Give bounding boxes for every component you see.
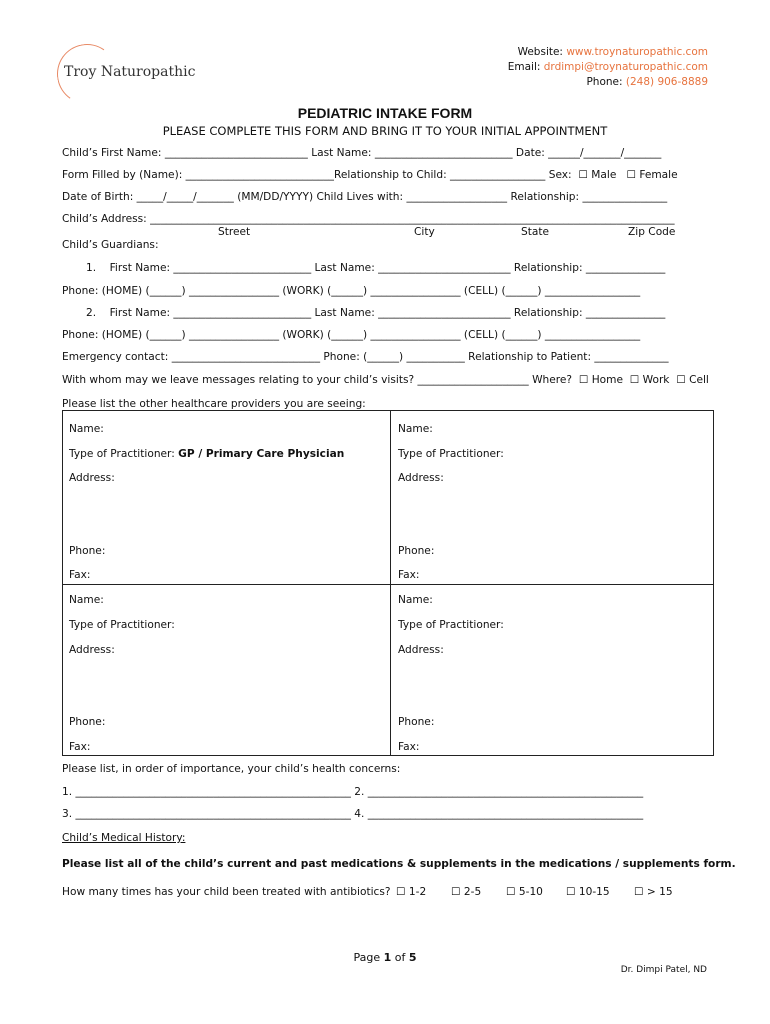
msg-home-checkbox[interactable]: ☐ [578, 374, 589, 386]
zip-label: Zip Code [628, 226, 676, 238]
antibiotics-option-5[interactable] [634, 886, 673, 898]
option-label: 2-5 [463, 886, 482, 898]
provider1-phone-label[interactable]: Phone: [69, 545, 106, 557]
option-label: 1-2 [408, 886, 427, 898]
provider4-fax-label[interactable]: Fax: [398, 741, 420, 753]
email-line [508, 61, 708, 73]
checkbox-icon[interactable]: ☐ [506, 886, 516, 898]
page-prefix: Page [353, 951, 384, 964]
antibiotics-option-2[interactable] [451, 886, 481, 898]
guardian2-name-line[interactable]: 2. First Name: __________________________ Last Name: _________________________ Relationship: _______________ [86, 307, 666, 319]
provider3-name-label[interactable]: Name: [69, 594, 104, 606]
phone-label: Phone: [586, 76, 626, 88]
logo: Troy Naturopathic [64, 64, 196, 80]
checkbox-icon[interactable]: ☐ [396, 886, 406, 898]
provider1-type-label: Type of Practitioner: [69, 448, 175, 460]
medications-instruction: Please list all of the child’s current and past medications & supplements in the medications / supplements form. [62, 858, 736, 870]
provider4-phone-label[interactable]: Phone: [398, 716, 435, 728]
provider2-name-label[interactable]: Name: [398, 423, 433, 435]
phone-line [586, 76, 708, 88]
provider4-type-label[interactable]: Type of Practitioner: [398, 619, 504, 631]
email-label: Email: [507, 61, 544, 73]
provider-table-1-divider [390, 410, 391, 585]
concerns-line-2[interactable]: 3. ____________________________________________________ 4. ____________________________________________________ [62, 808, 644, 820]
provider3-type-label[interactable]: Type of Practitioner: [69, 619, 175, 631]
guardian1-phone-line[interactable]: Phone: (HOME) (______) _________________ (WORK) (______) _________________ (CELL) (______) __________________ [62, 285, 641, 297]
antibiotics-option-1[interactable] [396, 886, 426, 898]
page-subtitle: PLEASE COMPLETE THIS FORM AND BRING IT TO YOUR INITIAL APPOINTMENT [162, 124, 608, 138]
page-number [0, 951, 770, 964]
state-label: State [521, 226, 550, 238]
provider3-phone-label[interactable]: Phone: [69, 716, 106, 728]
sex-male-label: Male [591, 169, 617, 181]
phone-value: (248) 906-8889 [625, 76, 708, 88]
doctor-signature: Dr. Dimpi Patel, ND [620, 965, 707, 975]
concerns-line-1[interactable]: 1. ____________________________________________________ 2. ____________________________________________________ [62, 786, 644, 798]
antibiotics-option-4[interactable] [566, 886, 610, 898]
website-line [518, 46, 708, 58]
provider4-address-label[interactable]: Address: [398, 644, 444, 656]
guardian1-name-line[interactable]: 1. First Name: __________________________ Last Name: _________________________ Relationship: _______________ [86, 262, 666, 274]
filled-by-field[interactable]: Form Filled by (Name): ____________________________Relationship to Child: __________________ Sex: [62, 169, 572, 181]
page-current: 1 [383, 951, 392, 964]
childs-name-line[interactable]: Child’s First Name: ___________________________ Last Name: __________________________ Date: ______/_______/_______ [62, 147, 662, 159]
msg-cell-checkbox[interactable]: ☐ [676, 374, 686, 386]
provider1-type-value: GP / Primary Care Physician [178, 448, 345, 460]
antibiotics-question: How many times has your child been treated with antibiotics? [62, 886, 391, 898]
dob-line[interactable]: Date of Birth: _____/_____/_______ (MM/DD/YYYY) Child Lives with: ___________________ Relationship: ________________ [62, 191, 668, 203]
sex-male-checkbox[interactable]: ☐ [578, 169, 588, 181]
antibiotics-option-3[interactable] [506, 886, 543, 898]
provider4-name-label[interactable]: Name: [398, 594, 433, 606]
checkbox-icon[interactable]: ☐ [451, 886, 461, 898]
option-label: > 15 [646, 886, 673, 898]
concerns-heading: Please list, in order of importance, your child’s health concerns: [62, 763, 401, 775]
page-total: 5 [408, 951, 417, 964]
city-label: City [414, 226, 435, 238]
provider3-fax-label[interactable]: Fax: [69, 741, 91, 753]
provider-table-2 [62, 584, 714, 756]
provider-table-1 [62, 410, 714, 585]
sex-female-label: Female [639, 169, 678, 181]
provider1-name-label[interactable]: Name: [69, 423, 104, 435]
address-line[interactable]: Child’s Address: ___________________________________________________________________________________________________ [62, 213, 675, 225]
providers-heading: Please list the other healthcare providers you are seeing: [62, 398, 366, 410]
guardian2-phone-line[interactable]: Phone: (HOME) (______) _________________ (WORK) (______) _________________ (CELL) (______) __________________ [62, 329, 641, 341]
provider2-address-label[interactable]: Address: [398, 472, 444, 484]
checkbox-icon[interactable]: ☐ [634, 886, 644, 898]
msg-cell-label: Cell [689, 374, 709, 386]
page-of: of [391, 951, 409, 964]
messages-field[interactable]: With whom may we leave messages relating to your child’s visits? _____________________ Where? [62, 374, 573, 386]
page-title: PEDIATRIC INTAKE FORM [297, 105, 473, 121]
provider1-type-line[interactable] [69, 448, 344, 460]
provider2-fax-label[interactable]: Fax: [398, 569, 420, 581]
provider-table-2-divider [390, 584, 391, 756]
provider2-type-label[interactable]: Type of Practitioner: [398, 448, 504, 460]
msg-work-label: Work [642, 374, 670, 386]
street-label: Street [218, 226, 251, 238]
msg-home-label: Home [591, 374, 623, 386]
email-link[interactable]: drdimpi@troynaturopathic.com [543, 61, 708, 73]
option-label: 5-10 [518, 886, 543, 898]
guardians-label: Child’s Guardians: [62, 239, 159, 251]
medical-history-heading: Child’s Medical History: [62, 832, 186, 844]
filled-by-line [62, 169, 678, 181]
checkbox-icon[interactable]: ☐ [566, 886, 576, 898]
messages-line [62, 374, 709, 386]
provider1-address-label[interactable]: Address: [69, 472, 115, 484]
provider3-address-label[interactable]: Address: [69, 644, 115, 656]
provider2-phone-label[interactable]: Phone: [398, 545, 435, 557]
sex-female-checkbox[interactable]: ☐ [626, 169, 636, 181]
msg-work-checkbox[interactable]: ☐ [629, 374, 640, 386]
provider1-fax-label[interactable]: Fax: [69, 569, 91, 581]
option-label: 10-15 [578, 886, 610, 898]
website-link[interactable]: www.troynaturopathic.com [566, 46, 708, 58]
emergency-contact-line[interactable]: Emergency contact: ____________________________ Phone: (______) ___________ Relationship to Patient: ______________ [62, 351, 669, 363]
website-label: Website: [517, 46, 567, 58]
